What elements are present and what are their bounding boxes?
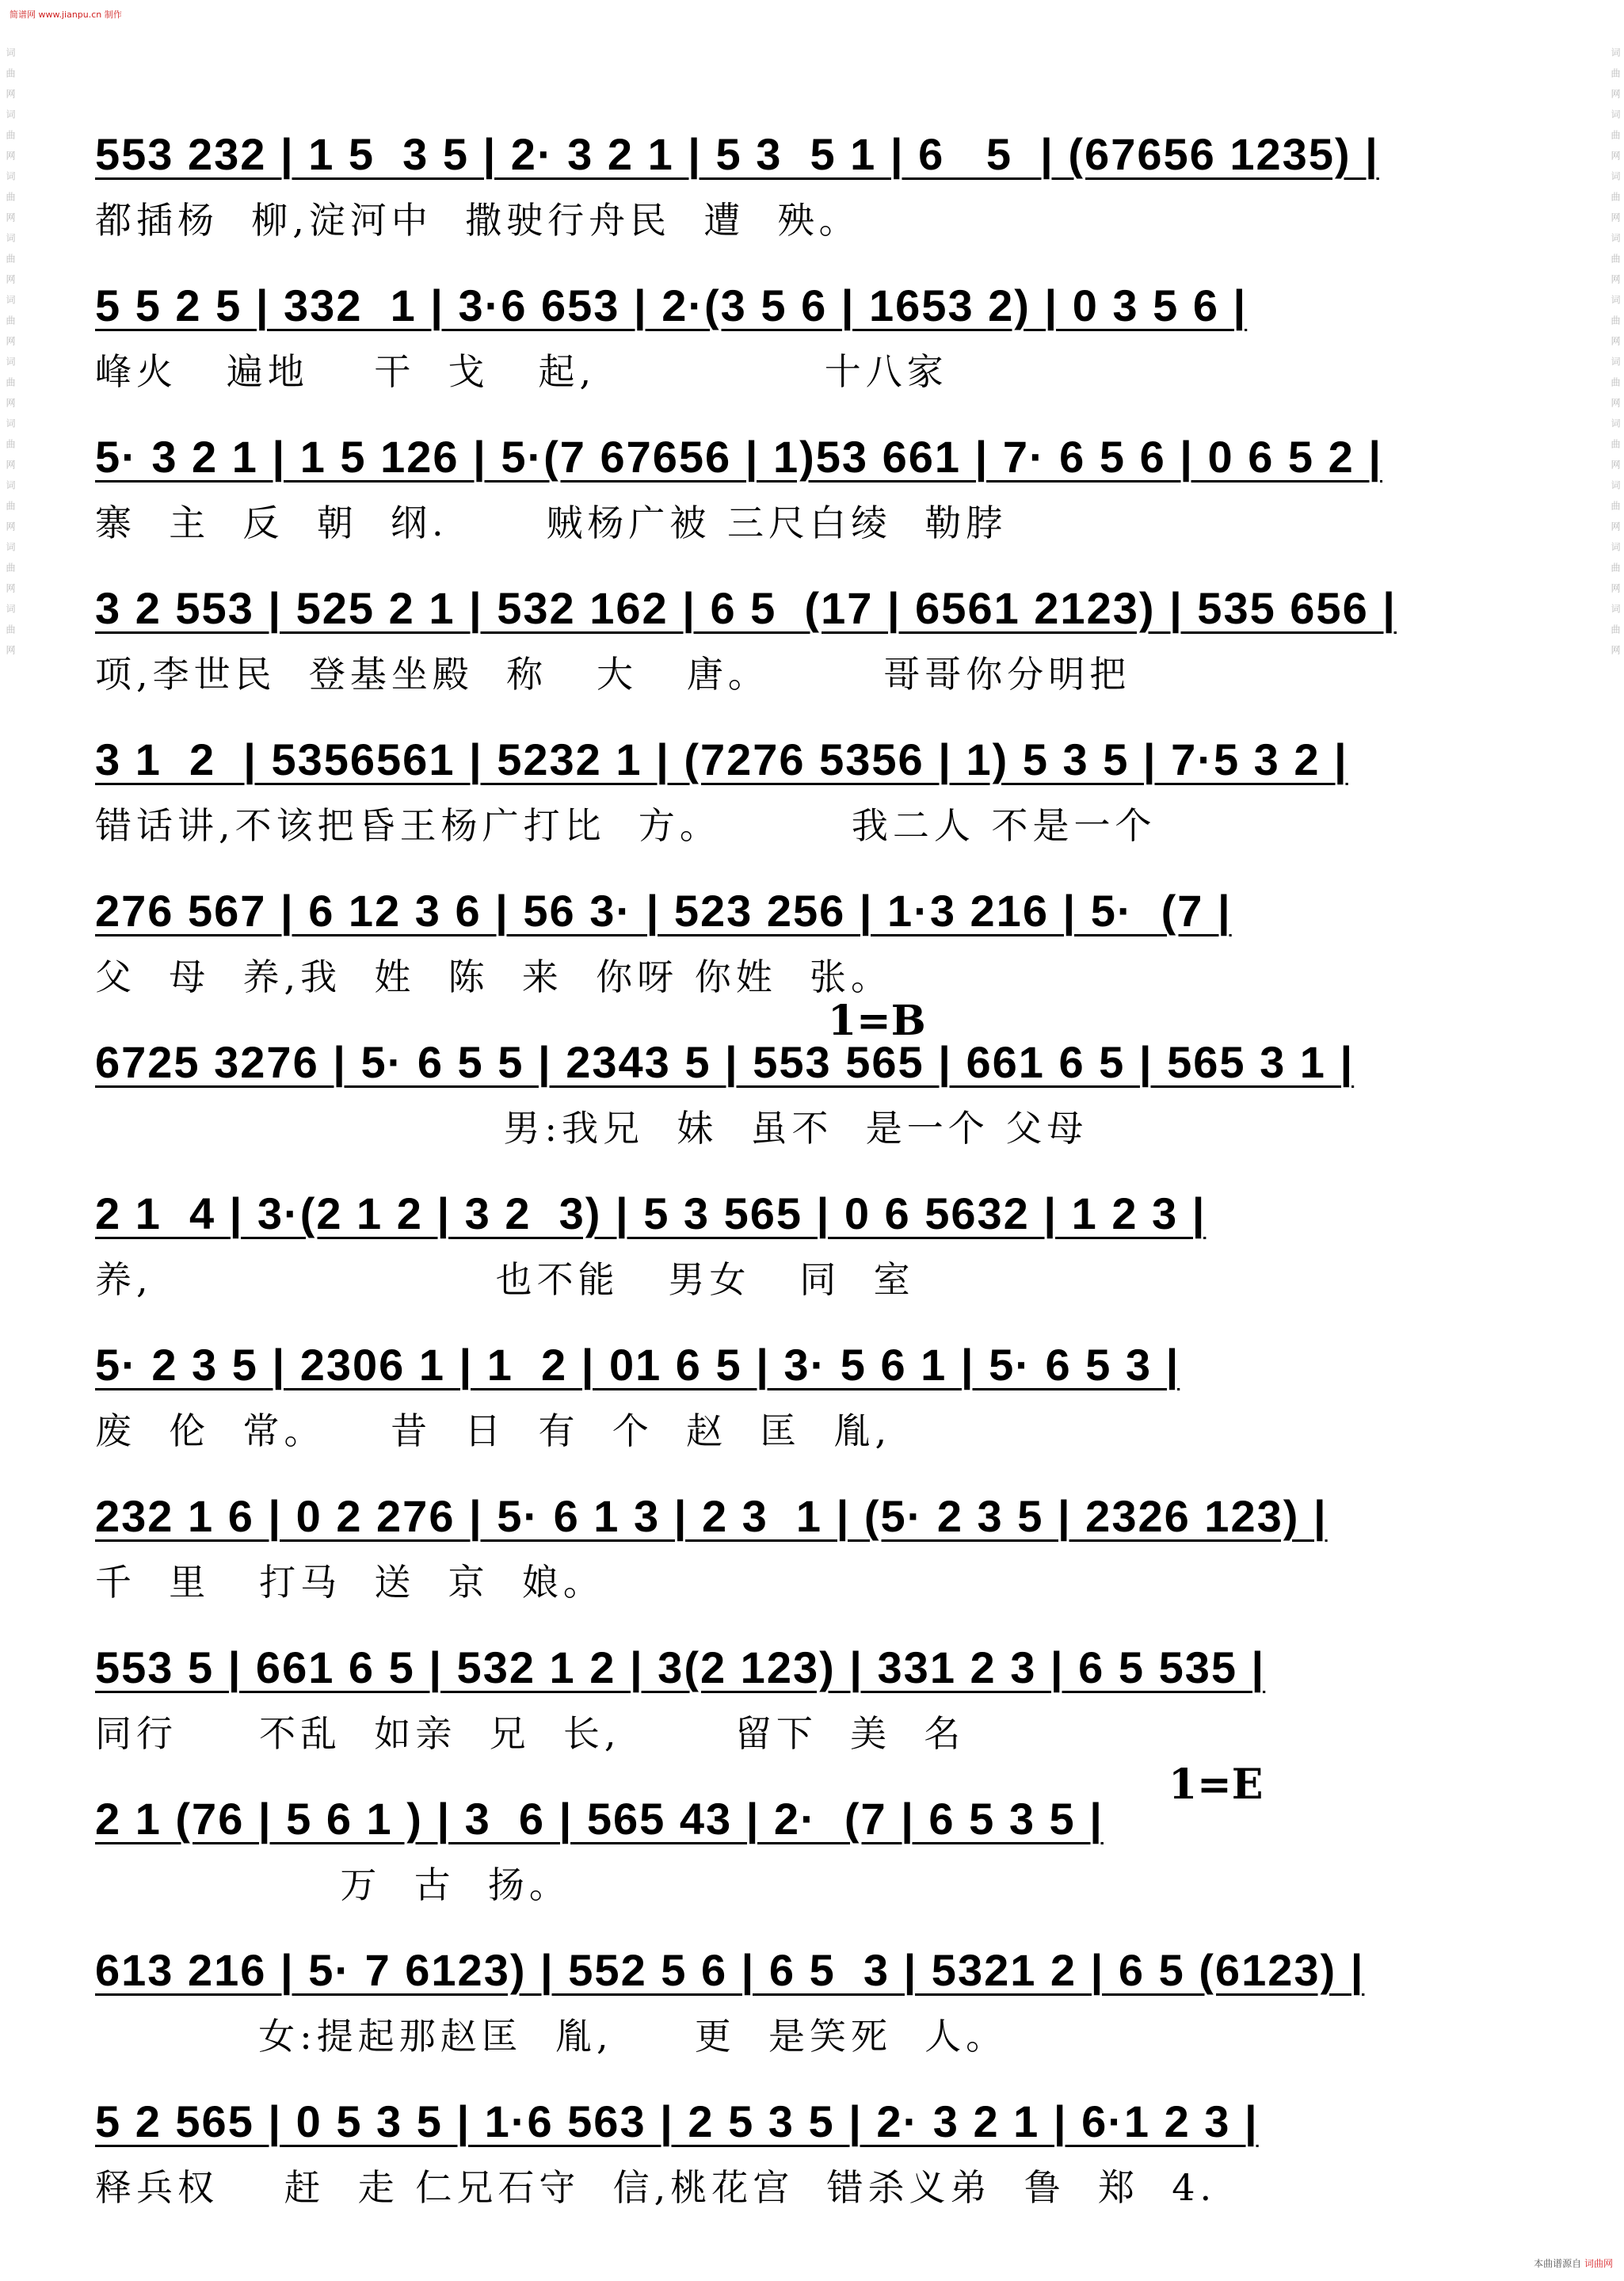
notation-line [95, 2078, 1553, 2154]
score-row [0, 2078, 1624, 2221]
notation-text: 6725 3276 | 5· 6 5 5 | 2343 5 | 553 565 | 661 6 5 | 565 3 1 | [95, 1037, 1355, 1087]
notation-text: 2 1 4 | 3·(2 1 2 | 3 2 3) | 5 3 565 | 0 6 5632 | 1 2 3 | [95, 1188, 1207, 1238]
notation-text: 5 5 2 5 | 332 1 | 3·6 653 | 2·(3 5 6 | 1653 2) | 0 3 5 6 | [95, 280, 1248, 330]
notation-text: 5 2 565 | 0 5 3 5 | 1·6 563 | 2 5 3 5 | 2· 3 2 1 | 6·1 2 3 | [95, 2096, 1259, 2146]
notation-line [95, 1322, 1553, 1398]
score-row [0, 1019, 1624, 1161]
lyrics-line [95, 2165, 1553, 2213]
notation-line [95, 1776, 1553, 1852]
notation-text: 276 567 | 6 12 3 6 | 56 3· | 523 256 | 1·3 216 | 5· (7 | [95, 886, 1232, 936]
notation-line [95, 565, 1553, 641]
lyrics-text: 父 母 养,我 姓 陈 来 你呀 你姓 张。 [95, 956, 892, 998]
score-row [0, 262, 1624, 405]
score-row [0, 868, 1624, 1010]
notation-text: 613 216 | 5· 7 6123) | 552 5 6 | 6 5 3 | 5321 2 | 6 5 (6123) | [95, 1945, 1365, 1995]
notation-line [95, 1624, 1553, 1700]
notation-text: 2 1 (76 | 5 6 1 ) | 3 6 | 565 43 | 2· (7 | 6 5 3 5 | [95, 1794, 1104, 1844]
notation-line [95, 111, 1553, 187]
lyrics-line [95, 1560, 1553, 1608]
lyrics-line [95, 2014, 1553, 2062]
score-row [0, 1473, 1624, 1615]
footer-note: 本曲谱源自 [1534, 2258, 1582, 2269]
lyrics-text: 废 伦 常。 昔 日 有 个 赵 匡 胤, [95, 1409, 892, 1452]
lyrics-line [95, 1257, 1553, 1305]
score-row [0, 1624, 1624, 1767]
lyrics-line [95, 652, 1553, 700]
lyrics-line [95, 1711, 1553, 1759]
footer-credit [1534, 2256, 1613, 2270]
notation-text: 5· 2 3 5 | 2306 1 | 1 2 | 01 6 5 | 3· 5 6 1 | 5· 6 5 3 | [95, 1340, 1180, 1390]
key-change-b: 1=B [828, 997, 926, 1045]
lyrics-text: 都插杨 柳,淀河中 撒驶行舟民 遭 殃。 [95, 199, 860, 242]
key-change-e: 1=E [1168, 1760, 1264, 1809]
notation-line [95, 716, 1553, 792]
notation-line [95, 868, 1553, 944]
right-watermark: 词曲网词曲网词曲网词曲网词曲网词曲网词曲网词曲网词曲网词曲网 [1610, 48, 1621, 666]
score-row [0, 565, 1624, 708]
notation-line [95, 1927, 1553, 2003]
lyrics-text: 养, 也不能 男女 同 室 [95, 1258, 915, 1301]
left-watermark: 词曲网词曲网词曲网词曲网词曲网词曲网词曲网词曲网词曲网词曲网 [5, 48, 16, 666]
lyrics-text: 寨 主 反 朝 纲. 贼杨广被 三尺白绫 勒脖 [95, 502, 1008, 544]
lyrics-text: 释兵权 赶 走 仁兄石守 信,桃花宫 错杀义弟 鲁 郑 4. [95, 2166, 1217, 2209]
lyrics-line [95, 501, 1553, 548]
lyrics-line [95, 955, 1553, 1002]
lyrics-text: 峰火 遍地 干 戈 起, 十八家 [95, 350, 948, 393]
score-row [0, 414, 1624, 556]
lyrics-text: 错话讲,不该把昏王杨广打比 方。 我二人 不是一个 [95, 804, 1157, 847]
lyrics-line [95, 198, 1553, 246]
notation-text: 553 232 | 1 5 3 5 | 2· 3 2 1 | 5 3 5 1 | 6 5 | (67656 1235) | [95, 129, 1379, 179]
lyrics-text: 女:提起那赵匡 胤, 更 是笑死 人。 [95, 2015, 1008, 2058]
lyrics-text: 万 古 扬。 [95, 1863, 570, 1906]
notation-line [95, 1170, 1553, 1246]
notation-text: 5· 3 2 1 | 1 5 126 | 5·(7 67656 | 1)53 661 | 7· 6 5 6 | 0 6 5 2 | [95, 432, 1382, 482]
lyrics-text: 男:我兄 妹 虽不 是一个 父母 [95, 1107, 1088, 1150]
notation-text: 553 5 | 661 6 5 | 532 1 2 | 3(2 123) | 331 2 3 | 6 5 535 | [95, 1642, 1266, 1692]
score-row [0, 1322, 1624, 1464]
lyrics-line [95, 803, 1553, 851]
notation-line [95, 1019, 1553, 1095]
lyrics-line [95, 349, 1553, 397]
score-row [0, 1776, 1624, 1918]
footer-brand: 词曲网 [1584, 2258, 1613, 2269]
score-row [0, 1170, 1624, 1313]
lyrics-line [95, 1409, 1553, 1456]
notation-line [95, 262, 1553, 338]
notation-text: 3 2 553 | 525 2 1 | 532 162 | 6 5 (17 | 6561 2123) | 535 656 | [95, 583, 1397, 633]
notation-line [95, 1473, 1553, 1549]
lyrics-text: 项,李世民 登基坐殿 称 大 唐。 哥哥你分明把 [95, 653, 1131, 696]
lyrics-line [95, 1863, 1553, 1910]
score-row [0, 111, 1624, 254]
lyrics-line [95, 1106, 1553, 1154]
header-credit: 简谱网 www.jianpu.cn 制作 [10, 10, 122, 20]
lyrics-text: 同行 不乱 如亲 兄 长, 留下 美 名 [95, 1712, 966, 1755]
notation-text: 232 1 6 | 0 2 276 | 5· 6 1 3 | 2 3 1 | (5· 2 3 5 | 2326 123) | [95, 1491, 1328, 1541]
notation-text: 3 1 2 | 5356561 | 5232 1 | (7276 5356 | 1) 5 3 5 | 7·5 3 2 | [95, 734, 1348, 784]
score-row [0, 1927, 1624, 2069]
score-row [0, 716, 1624, 859]
lyrics-text: 千 里 打马 送 京 娘。 [95, 1561, 604, 1604]
notation-line [95, 414, 1553, 490]
